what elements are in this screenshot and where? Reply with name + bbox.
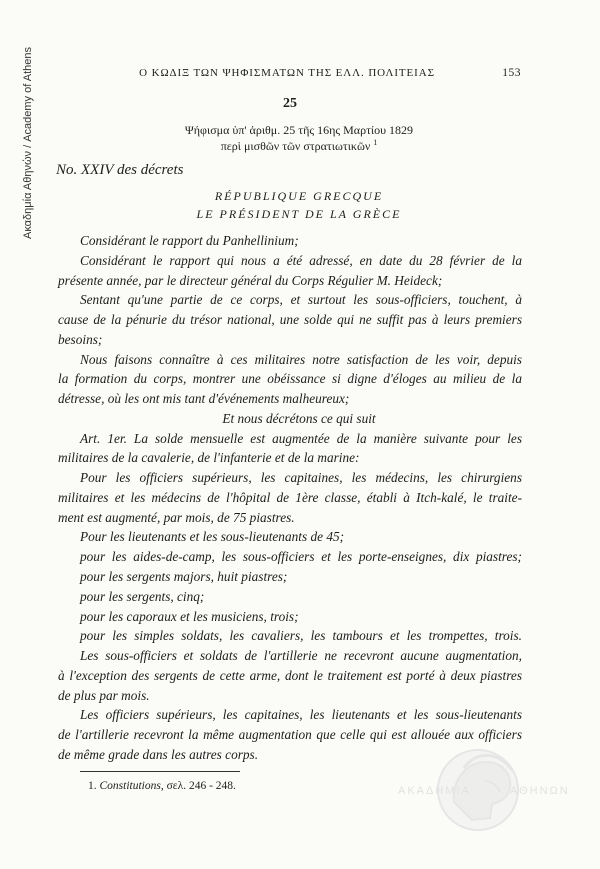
text-line: Sentant qu'une partie de ce corps, et surtout les sous-officiers, touchent, à bbox=[80, 292, 522, 308]
decree-reference: No. XXIV des décrets bbox=[56, 162, 184, 178]
greek-heading-line-1: Ψήφισμα ὑπ' ἀριθμ. 25 τῆς 16ης Μαρτίου 1829 bbox=[184, 123, 414, 137]
republic-heading: RÉPUBLIQUE GRECQUE bbox=[214, 189, 384, 203]
text-line: Art. 1er. La solde mensuelle est augmentée de la manière suivante pour les bbox=[80, 430, 522, 446]
decree-formula: Et nous décrétons ce qui suit bbox=[222, 410, 376, 426]
greek-heading-line-2 bbox=[99, 137, 499, 155]
page-number: 153 bbox=[502, 67, 521, 79]
text-line: militaires de la cavalerie, de l'infanterie et de la marine: bbox=[58, 450, 360, 466]
text-line: Pour les officiers supérieurs, les capitaines, les médecins, les chirurgiens bbox=[80, 470, 522, 486]
text-line: Les officiers supérieurs, les capitaines, les lieutenants et les sous-lieutenants bbox=[80, 707, 522, 723]
footnote-source: Constitutions, bbox=[99, 780, 164, 792]
text-line: militaires et les médecins de l'hôpital de 1ère classe, établi à Itch-kalé, le traite- bbox=[58, 489, 522, 505]
text-line: de plus par mois. bbox=[58, 687, 150, 703]
greek-heading-line-2-text: περὶ μισθῶν τῶν στρατιωτικῶν bbox=[220, 139, 371, 153]
president-heading: LE PRÉSIDENT DE LA GRÈCE bbox=[196, 207, 402, 221]
footnote-pages: σελ. 246 - 248. bbox=[166, 780, 236, 792]
text-line: pour les sergents majors, huit piastres; bbox=[80, 569, 288, 585]
text-line: besoins; bbox=[58, 331, 103, 347]
text-line: de même grade dans les autres corps. bbox=[58, 746, 259, 762]
text-line: pour les simples soldats, les cavaliers, les tambours et les trompettes, trois. bbox=[80, 628, 522, 644]
text-line: pour les sergents, cinq; bbox=[80, 588, 205, 604]
decree-body bbox=[58, 231, 522, 765]
text-line: Nous faisons connaître à ces militaires notre satisfaction de les voir, depuis bbox=[80, 351, 522, 367]
archive-side-label: Ακαδημία Αθηνών / Academy of Athens bbox=[22, 47, 34, 240]
text-line: à l'exception des sergents de cette arme, dont le traitement est porté à deux piastres bbox=[58, 667, 522, 683]
text-line: Les sous-officiers et soldats de l'artillerie ne recevront aucune augmentation, bbox=[80, 648, 522, 664]
footnote-divider bbox=[80, 771, 240, 772]
text-line: cause de la pénurie du trésor national, une solde qui ne suffit pas à leurs premiers bbox=[58, 312, 522, 328]
running-title: Ο ΚΩΔΙΞ ΤΩΝ ΨΗΦΙΣΜΑΤΩΝ ΤΗΣ ΕΛΛ. ΠΟΛΙΤΕΙΑΣ bbox=[139, 67, 435, 79]
text-line: pour les aides-de-camp, les sous-officiers et les porte-enseignes, dix piastres; bbox=[80, 549, 522, 565]
text-line: ment est augmenté, par mois, de 75 piastres. bbox=[58, 509, 295, 525]
text-line: présente année, par le directeur général du Corps Régulier M. Heideck; bbox=[58, 272, 443, 288]
text-line: Considérant le rapport qui nous a été adressé, en date du 28 février de la bbox=[80, 252, 522, 268]
text-line: de l'artillerie recevront la même augmentation que celle qui est allouée aux officiers bbox=[58, 727, 522, 743]
text-line: pour les caporaux et les musiciens, trois; bbox=[80, 608, 299, 624]
text-line: Considérant le rapport du Panhellinium; bbox=[80, 233, 299, 248]
watermark-text-left: ΑΚΑΔΗΜΙΑ bbox=[398, 785, 471, 797]
footnote-number: 1. bbox=[88, 780, 97, 792]
footnote bbox=[88, 777, 236, 795]
text-line: Pour les lieutenants et les sous-lieutenants de 45; bbox=[80, 529, 345, 545]
decree-number-heading: 25 bbox=[283, 96, 297, 111]
text-line: détresse, où les ont mis tant d'événements malheureux; bbox=[58, 391, 350, 407]
text-line: la formation du corps, montrer une obéissance si digne d'éloges au milieu de la bbox=[58, 371, 522, 387]
watermark-text-right: ΑΘΗΝΩΝ bbox=[510, 785, 570, 797]
footnote-marker: 1 bbox=[373, 138, 378, 147]
